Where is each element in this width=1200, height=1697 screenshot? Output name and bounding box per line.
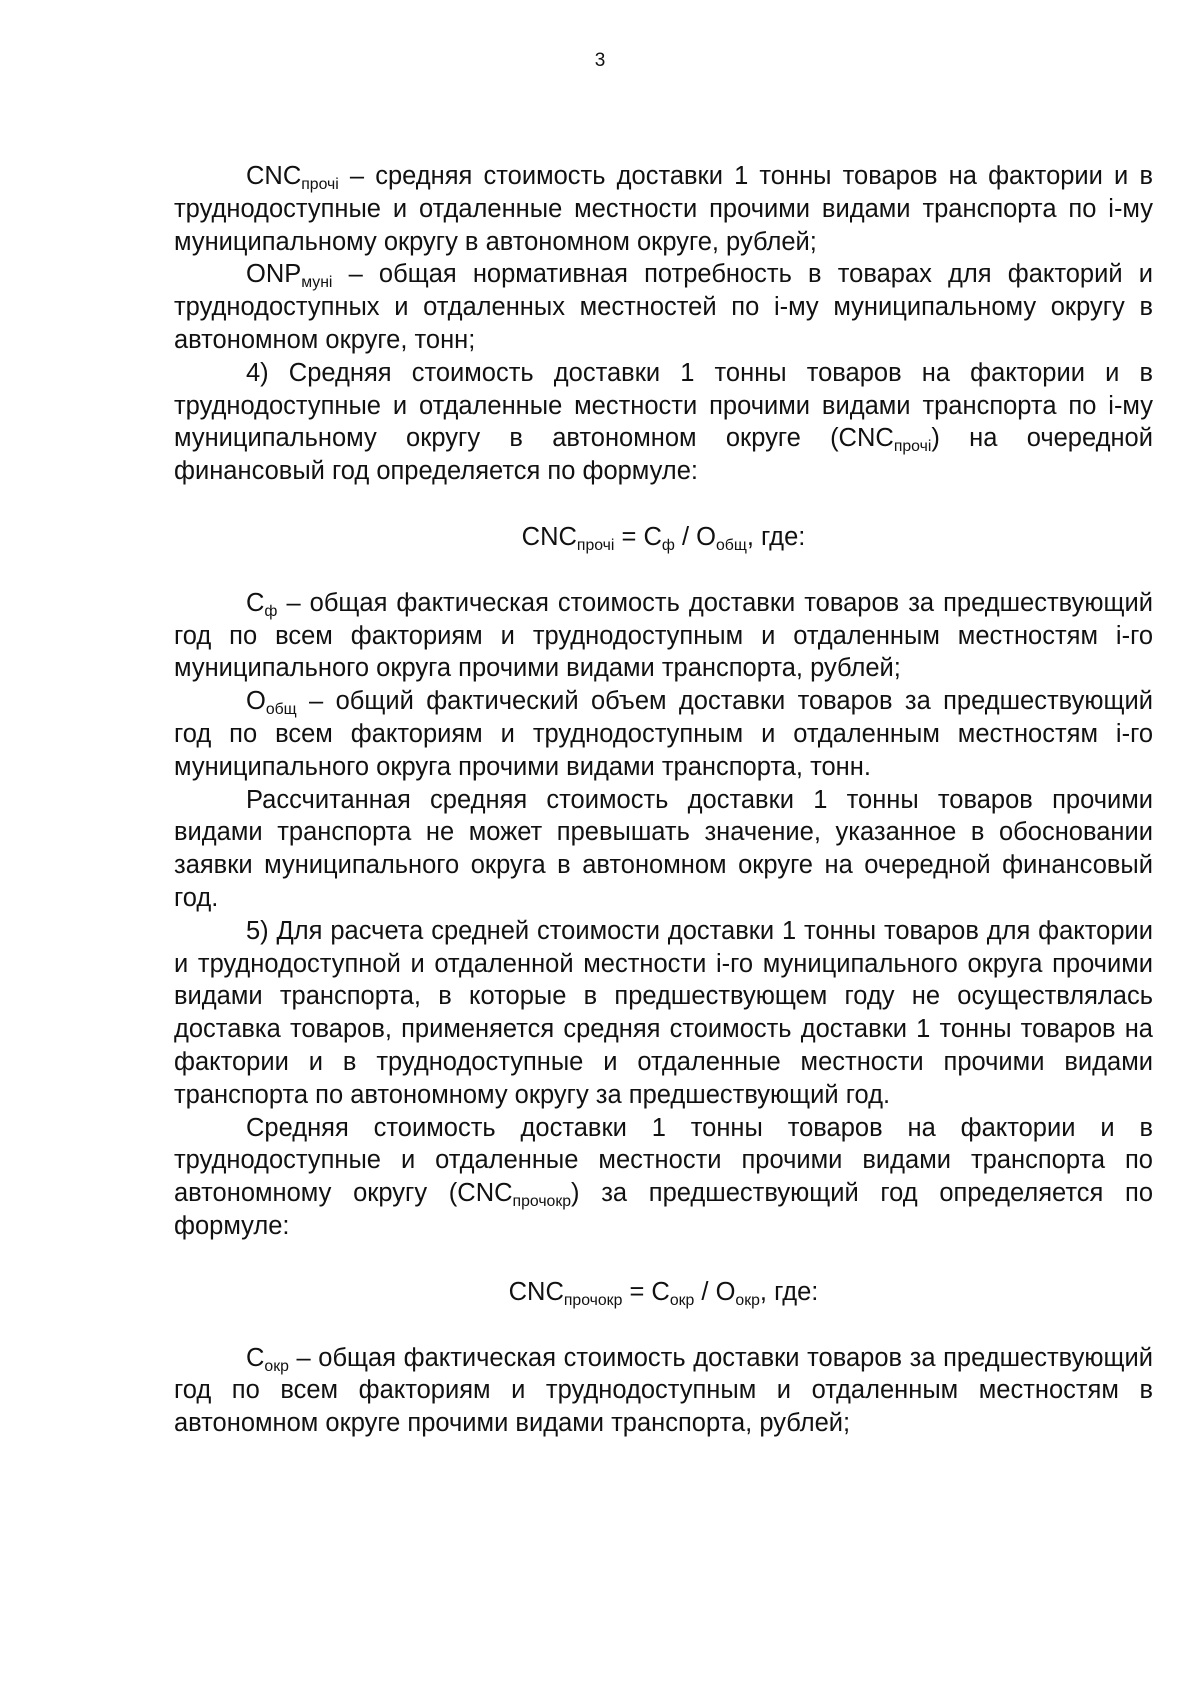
subscript: окр xyxy=(264,1357,289,1375)
definition-text: – общая фактическая стоимость доставки товаров за предшествующий год по всем факториям и труднодоступным и отдаленным местностям i-го муниципального округа прочими видами транспорта, рублей; xyxy=(174,588,1153,683)
definition-cnc-prochi xyxy=(174,160,1153,258)
subscript: общ xyxy=(265,701,297,719)
clause-text: 4) Средняя стоимость доставки 1 тонны товаров на фактории и в труднодоступные и отдаленные местности прочими видами транспорта по i-му муниципальному округу в автономном округе (CNC xyxy=(174,358,1153,453)
formula-div: / O xyxy=(674,522,717,551)
subscript: ф xyxy=(264,602,278,620)
formula-lhs: CNC xyxy=(508,1277,564,1306)
document-body xyxy=(174,160,1153,1440)
subscript: муні xyxy=(301,274,333,292)
subscript: ф xyxy=(661,537,675,555)
definition-c-f xyxy=(174,587,1153,685)
subscript: прочі xyxy=(893,438,932,456)
definition-text: – общая нормативная потребность в товарах для факторий и труднодоступных и отдаленных местностей по i-му муниципальному округу в автономном округе, тонн; xyxy=(174,260,1153,354)
page-number: 3 xyxy=(594,50,606,71)
definition-o-obshch xyxy=(174,685,1153,783)
subscript: прочі xyxy=(576,537,615,555)
symbol: ONP xyxy=(246,260,302,289)
definition-text: – общий фактический объем доставки товаров за предшествующий год по всем факториям и труднодоступным и отдаленным местностям i-го муниципального округа прочими видами транспорта, тонн. xyxy=(174,687,1153,781)
clause-5: 5) Для расчета средней стоимости доставки 1 тонны товаров для фактории и труднодоступной и отдаленной местности i-го муниципального округа прочими видами транспорта, в которые в предшествующем году не осуществлялась доставка товаров, применяется средняя стоимость доставки 1 тонны товаров на фактории и в труднодоступные и отдаленные местности прочими видами транспорта по автономному округу за предшествующий год. xyxy=(174,916,1153,1109)
paragraph-average-cost xyxy=(174,1112,1153,1243)
subscript: прочокр xyxy=(563,1291,623,1309)
formula-eq: = C xyxy=(614,522,662,551)
paragraph-text: ) за предшествующий год определяется по формуле: xyxy=(174,1179,1153,1240)
paragraph-limit: Рассчитанная средняя стоимость доставки 1 тонны товаров прочими видами транспорта не может превышать значение, указанное в обосновании заявки муниципального округа в автономном округе на очередной финансовый год. xyxy=(174,785,1153,912)
formula-cnc-prochi xyxy=(174,521,1153,554)
formula-tail: , где: xyxy=(759,1277,819,1306)
formula-cnc-prochokr xyxy=(174,1276,1153,1309)
symbol: O xyxy=(246,687,266,716)
formula-div: / O xyxy=(694,1277,736,1306)
clause-4 xyxy=(174,357,1153,488)
definition-text: – средняя стоимость доставки 1 тонны товаров на фактории и в труднодоступные и отдаленные местности прочими видами транспорта по i-му муниципальному округу в автономном округе, рублей; xyxy=(174,162,1153,256)
definition-text: – общая фактическая стоимость доставки товаров за предшествующий год по всем факториям и труднодоступным и отдаленным местностям в автономном округе прочими видами транспорта, рублей; xyxy=(174,1343,1153,1438)
formula-eq: = C xyxy=(622,1277,670,1306)
symbol: C xyxy=(246,1343,265,1372)
formula-tail: , где: xyxy=(746,522,806,551)
symbol: C xyxy=(246,588,265,617)
subscript: прочокр xyxy=(512,1193,572,1211)
clause-text: ) на очередной финансовый год определяется по формуле: xyxy=(174,424,1153,486)
formula-lhs: CNC xyxy=(521,522,577,551)
subscript: общ xyxy=(716,537,747,555)
definition-onp-muni xyxy=(174,258,1153,356)
subscript: окр xyxy=(669,1291,695,1309)
subscript: прочі xyxy=(301,176,339,194)
paragraph-text: Средняя стоимость доставки 1 тонны товаров на фактории и в труднодоступные и отдаленные местности прочими видами транспорта по автономному округу (CNC xyxy=(174,1113,1153,1208)
subscript: окр xyxy=(735,1291,760,1309)
definition-c-okr xyxy=(174,1342,1153,1440)
symbol: CNC xyxy=(246,162,302,190)
